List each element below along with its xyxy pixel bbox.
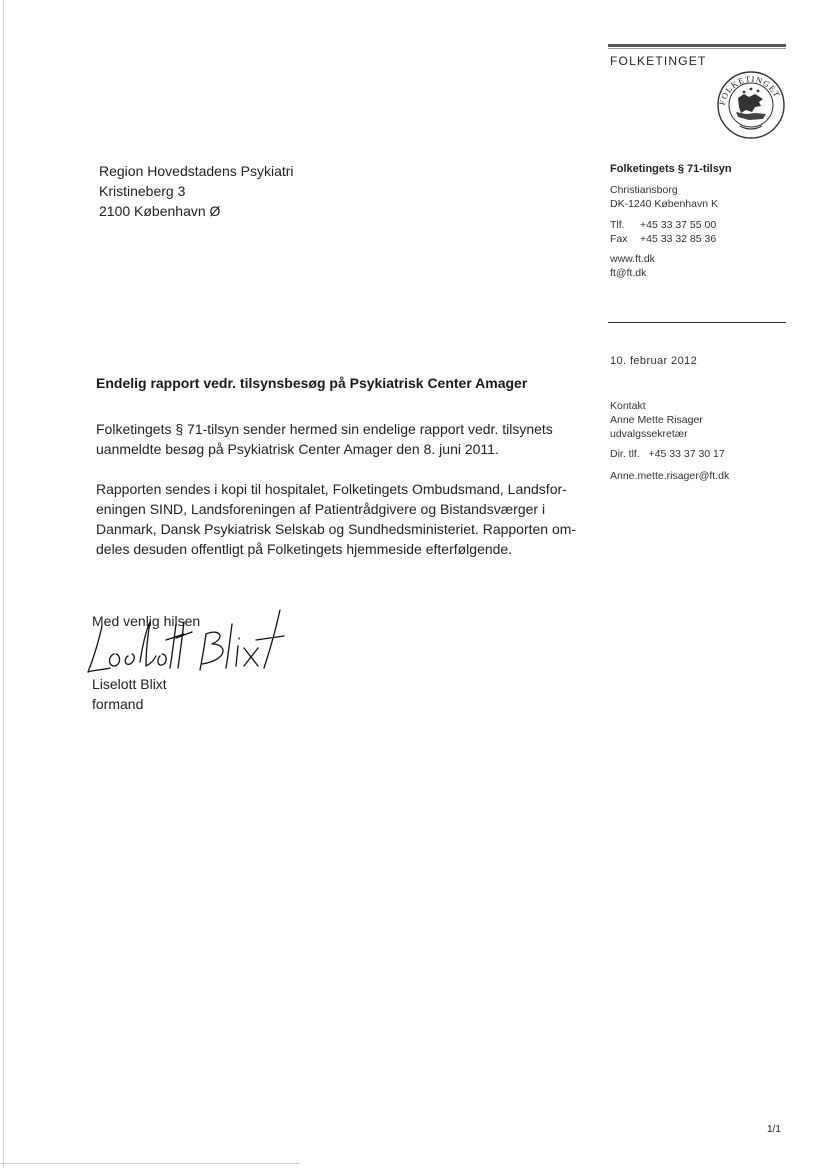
phone-label: Tlf. (610, 219, 625, 231)
fax-label: Fax (610, 233, 628, 245)
organization-name: FOLKETINGET (610, 54, 707, 68)
recipient-line: Kristineberg 3 (99, 183, 186, 199)
body-line: uanmeldte besøg på Psykiatrisk Center Amager den 8. juni 2011. (96, 441, 499, 457)
contact-label: Kontakt (610, 400, 646, 412)
sender-email-link[interactable]: ft@ft.dk (610, 267, 647, 279)
letterhead-top-rule (608, 44, 786, 47)
contact-block (610, 399, 703, 441)
letter-subject: Endelig rapport vedr. tilsynsbesøg på Psykiatrisk Center Amager (96, 375, 528, 391)
scan-bottom-edge (0, 1163, 300, 1164)
recipient-line: 2100 København Ø (99, 203, 221, 219)
body-line: Rapporten sendes i kopi til hospitalet, Folketingets Ombudsmand, Landsfor- (96, 481, 567, 497)
sender-phone-block (610, 218, 716, 246)
closing-phrase: Med venlig hilsen (92, 613, 201, 629)
signer-title: formand (92, 696, 144, 712)
signer-block (92, 674, 167, 714)
letterhead-top-rule-thin (608, 48, 786, 49)
phone-number: +45 33 37 55 00 (640, 219, 717, 231)
website-link[interactable]: www.ft.dk (610, 253, 655, 265)
scan-left-edge (3, 0, 4, 1168)
sender-unit: Folketingets § 71-tilsyn (610, 163, 732, 175)
body-line: Danmark, Dansk Psykiatrisk Selskab og Sundhedsministeriet. Rapporten om- (96, 521, 577, 537)
recipient-line: Region Hovedstadens Psykiatri (99, 163, 294, 179)
contact-phone-label: Dir. tlf. (610, 448, 640, 460)
sender-address-line: Christiansborg (610, 184, 678, 196)
fax-number: +45 33 32 85 36 (640, 233, 717, 245)
sender-address (610, 183, 718, 211)
page-number: 1/1 (767, 1124, 781, 1135)
letter-date: 10. februar 2012 (610, 355, 698, 367)
contact-email-link[interactable]: Anne.mette.risager@ft.dk (610, 470, 730, 482)
sender-address-line: DK-1240 København K (610, 198, 718, 210)
sidebar-divider (608, 322, 786, 323)
contact-phone-row (610, 447, 725, 461)
recipient-address (99, 161, 294, 221)
body-line: deles desuden offentligt på Folketingets hjemmeside efterfølgende. (96, 541, 513, 557)
contact-name: Anne Mette Risager (610, 414, 703, 426)
sender-web-block (610, 252, 655, 280)
svg-text:FOLKETINGET: FOLKETINGET (717, 73, 783, 107)
body-paragraph-2 (96, 479, 576, 559)
body-paragraph-1 (96, 419, 553, 459)
handwritten-signature (80, 604, 290, 680)
body-line: eningen SIND, Landsforeningen af Patientrådgivere og Bistandsværger i (96, 501, 546, 517)
signer-name: Liselott Blixt (92, 676, 167, 692)
contact-phone: +45 33 37 30 17 (648, 448, 725, 460)
body-line: Folketingets § 71-tilsyn sender hermed sin endelige rapport vedr. tilsynets (96, 421, 553, 437)
contact-title: udvalgssekretær (610, 428, 688, 440)
folketinget-seal-icon (716, 70, 786, 140)
